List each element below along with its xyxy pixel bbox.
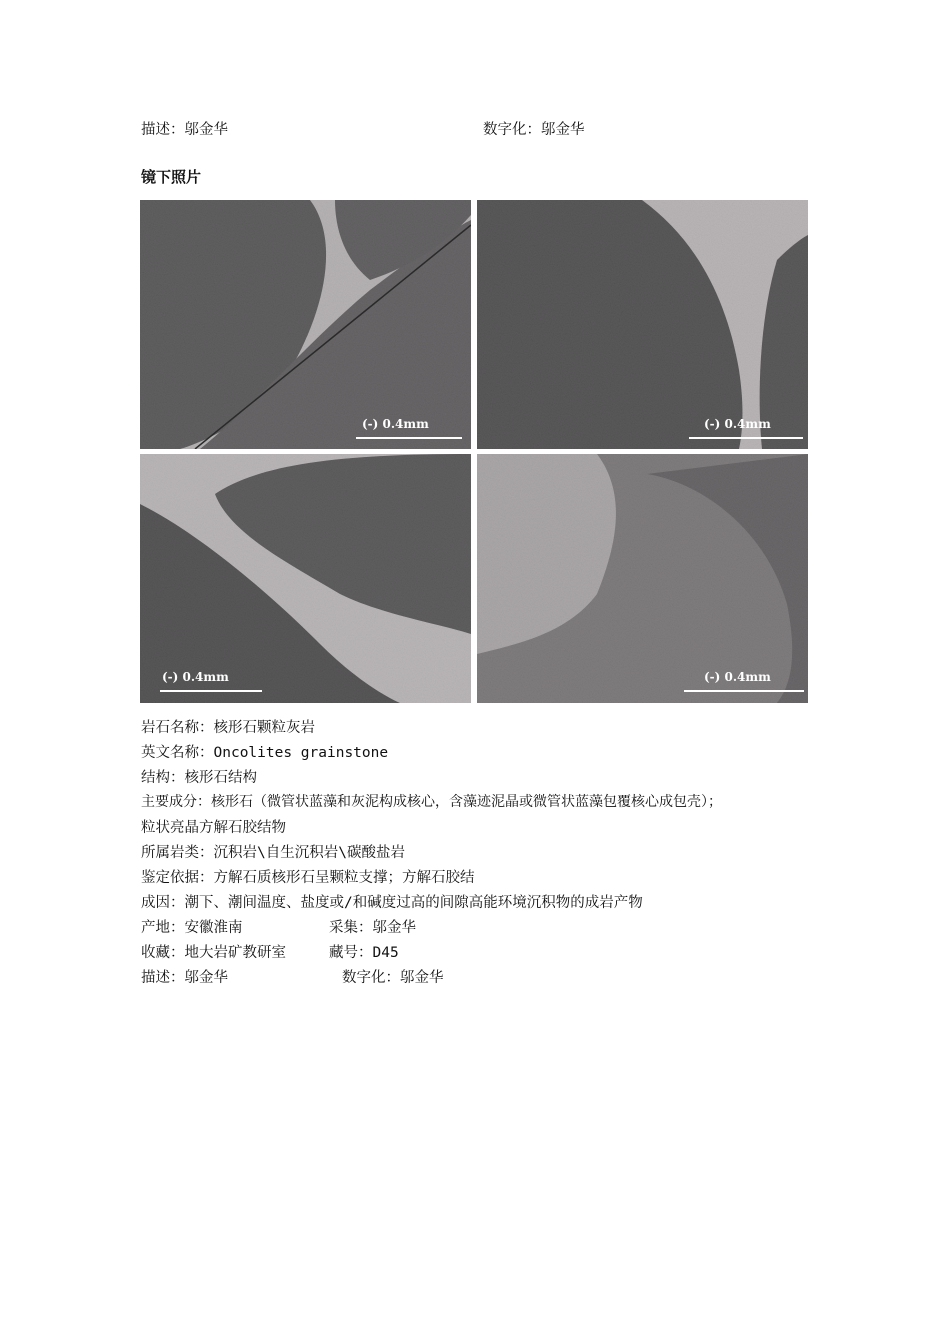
scale-bar-4 xyxy=(684,690,804,692)
rock-name: 岩石名称：核形石颗粒灰岩 xyxy=(141,720,315,736)
scale-label-2: (-) 0.4mm xyxy=(704,417,771,431)
origin-line xyxy=(141,916,416,937)
scale-label-1: (-) 0.4mm xyxy=(362,417,429,431)
bottom-describe: 描述：邬金华 xyxy=(141,970,228,986)
scale-bar-2 xyxy=(689,437,803,439)
scale-label-4: (-) 0.4mm xyxy=(704,670,771,684)
english-name: 英文名称：Oncolites grainstone xyxy=(141,745,389,761)
collection-line xyxy=(141,941,399,962)
micrograph-1 xyxy=(140,200,471,449)
structure: 结构：核形石结构 xyxy=(141,770,257,786)
genesis: 成因：潮下、潮间温度、盐度或/和碱度过高的间隙高能环境沉积物的成岩产物 xyxy=(141,895,643,911)
micrograph-2 xyxy=(477,200,808,449)
top-digitize: 数字化：邬金华 xyxy=(483,122,585,138)
origin: 产地：安徽淮南 xyxy=(141,920,243,936)
scale-bar-1 xyxy=(356,437,462,439)
bottom-digitize: 数字化：邬金华 xyxy=(342,970,444,986)
specimen-number: 藏号：D45 xyxy=(329,945,399,961)
section-title: 镜下照片 xyxy=(141,168,202,186)
composition-line-1: 主要成分：核形石（微管状蓝藻和灰泥构成核心，含藻迹泥晶或微管状蓝藻包覆核心成包壳）； xyxy=(141,794,722,810)
bottom-describe-line xyxy=(141,966,444,987)
scale-bar-3 xyxy=(160,690,262,692)
micrograph-3 xyxy=(140,454,471,703)
micrograph-4 xyxy=(477,454,808,703)
top-describe-line xyxy=(141,118,585,139)
scale-label-3: (-) 0.4mm xyxy=(162,670,229,684)
collector: 采集：邬金华 xyxy=(329,920,416,936)
collection: 收藏：地大岩矿教研室 xyxy=(141,945,286,961)
top-describe: 描述：邬金华 xyxy=(141,122,228,138)
identification-basis: 鉴定依据：方解石质核形石呈颗粒支撑；方解石胶结 xyxy=(141,870,475,886)
rock-category: 所属岩类：沉积岩\自生沉积岩\碳酸盐岩 xyxy=(141,845,405,861)
composition-line-2: 粒状亮晶方解石胶结物 xyxy=(141,820,286,836)
